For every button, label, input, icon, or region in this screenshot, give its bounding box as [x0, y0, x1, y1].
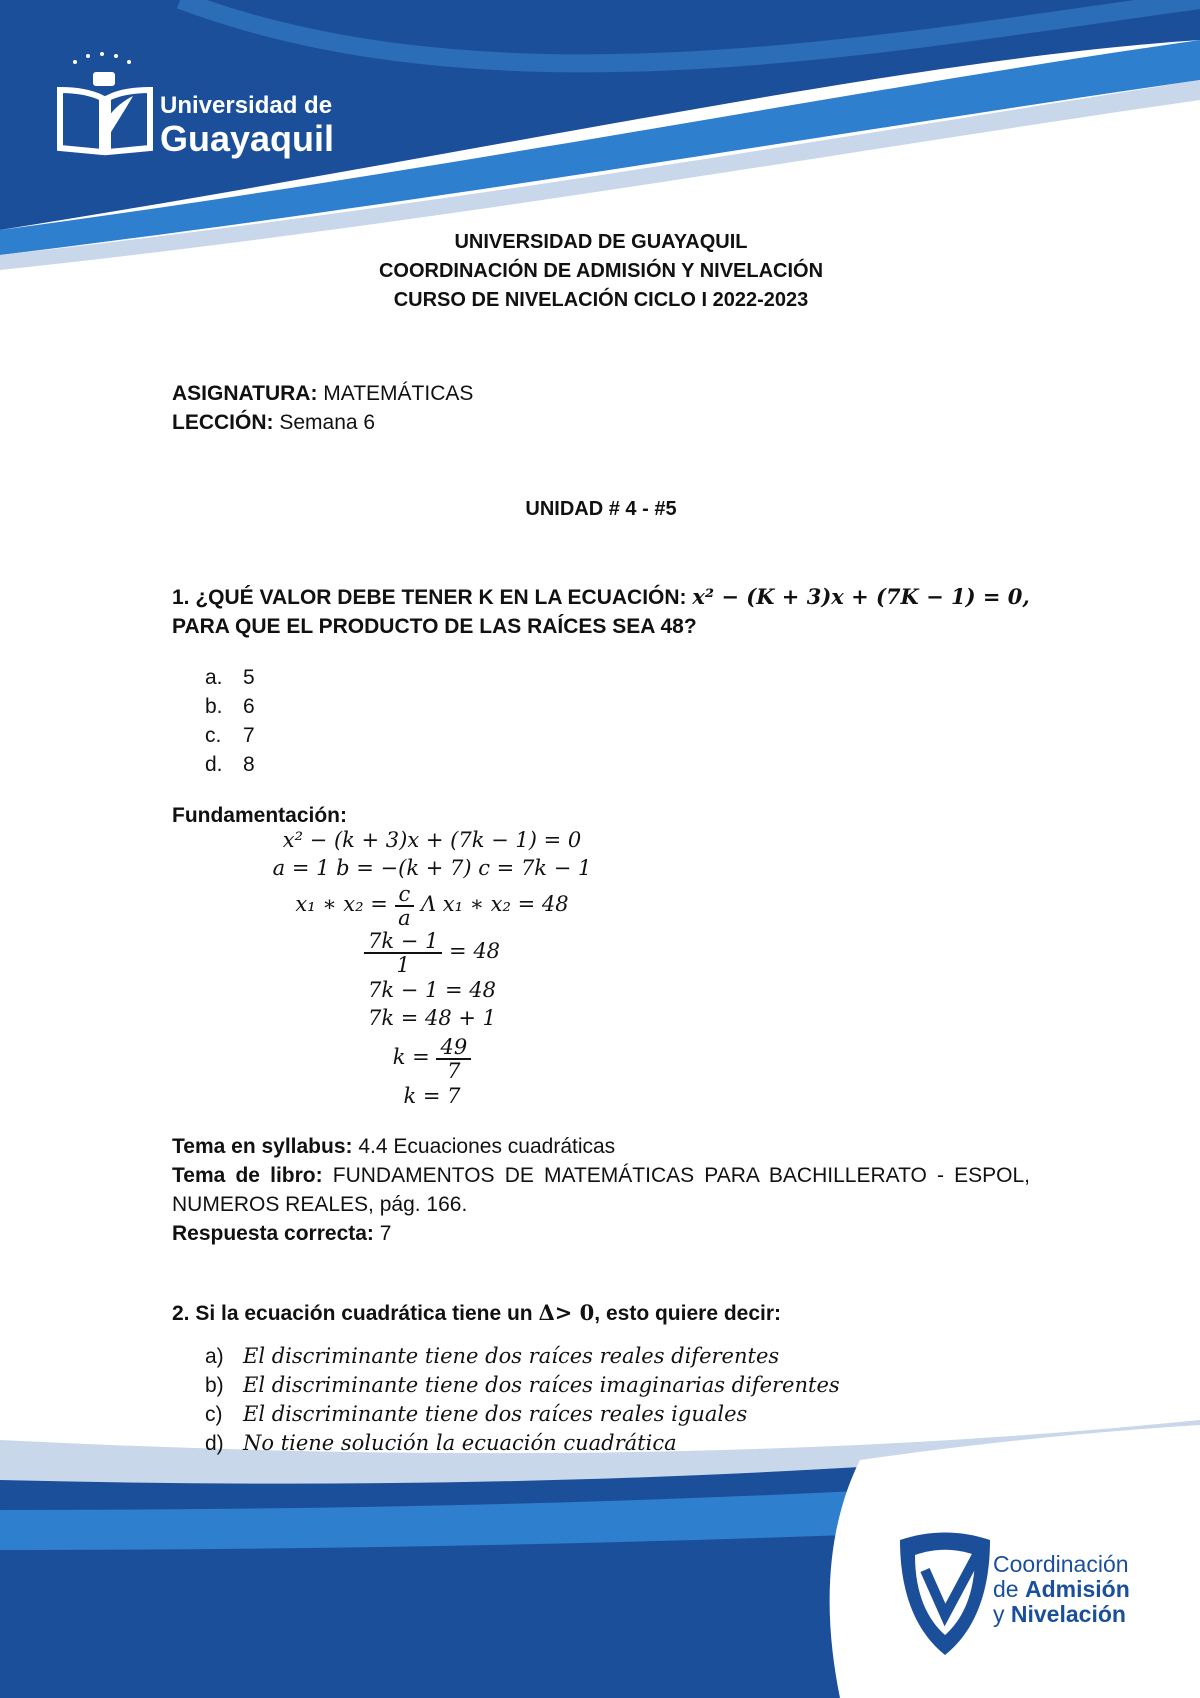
correct-answer: Respuesta correcta: 7	[172, 1222, 392, 1245]
option-c[interactable]: c) El discriminante tiene dos raíces reales iguales	[205, 1402, 748, 1426]
book-topic: Tema de libro: FUNDAMENTOS DE MATEMÁTICAS PARA BACHILLERATO - ESPOL,	[172, 1164, 1031, 1187]
step-8: k = 7	[403, 1084, 461, 1108]
option-d[interactable]: d. 8	[205, 753, 255, 776]
step-1: x² − (k + 3)x + (7k − 1) = 0	[282, 828, 582, 852]
coord-line-1: Coordinación	[993, 1551, 1129, 1577]
syllabus-topic: Tema en syllabus: 4.4 Ecuaciones cuadráticas	[172, 1135, 616, 1158]
heading-line-1: UNIVERSIDAD DE GUAYAQUIL	[454, 231, 748, 253]
question-1: 1. ¿QUÉ VALOR DEBE TENER K EN LA ECUACIÓN: x² − (K + 3)x + (7K − 1) = 0, PARA QUE EL PRODUCTO DE LAS RAÍCES SEA 48?	[172, 584, 1030, 638]
logo-line-2: Guayaquil	[160, 118, 335, 159]
logo-line-1: Universidad de	[160, 92, 333, 119]
heading-line-2: COORDINACIÓN DE ADMISIÓN Y NIVELACIÓN	[378, 260, 824, 282]
option-b[interactable]: b) El discriminante tiene dos raíces imaginarias diferentes	[205, 1373, 840, 1397]
book-emblem-icon	[55, 50, 155, 160]
document-heading	[172, 228, 1030, 315]
question-2-options	[205, 1342, 1030, 1458]
lesson-line: LECCIÓN: Semana 6	[172, 411, 376, 434]
university-logo	[55, 50, 155, 160]
question-1-options	[205, 663, 1030, 779]
step-3: x₁ ∗ x₂ = $\frac{c}{a}$ Λ x₁ ∗ x₂ = 48	[295, 881, 569, 930]
option-c[interactable]: c. 7	[205, 724, 255, 747]
option-a[interactable]: a. 5	[205, 666, 255, 689]
step-2: a = 1 b = −(k + 7) c = 7k − 1	[272, 856, 592, 880]
coord-line-3: y Nivelación	[993, 1601, 1126, 1627]
step-6: 7k = 48 + 1	[367, 1006, 497, 1030]
heading-line-3: CURSO DE NIVELACIÓN CICLO I 2022-2023	[393, 289, 809, 311]
coord-line-2: de Admisión	[993, 1576, 1130, 1602]
option-d[interactable]: d) No tiene solución la ecuación cuadrática	[205, 1431, 677, 1455]
ug-shield-icon	[890, 1530, 1000, 1660]
option-a[interactable]: a) El discriminante tiene dos raíces reales diferentes	[205, 1344, 780, 1368]
step-4: $\frac{7k - 1}{1}$ = 48	[172, 926, 692, 976]
question-2: 2. Si la ecuación cuadrática tiene un Δ> 0, esto quiere decir:	[172, 1300, 782, 1325]
fundamentation-label: Fundamentación:	[172, 804, 348, 827]
university-wordmark	[160, 92, 334, 158]
document-body	[172, 228, 1030, 1458]
unit-title: UNIDAD # 4 - #5	[525, 498, 677, 520]
book-topic-cont: NUMEROS REALES, pág. 166.	[172, 1193, 468, 1216]
coordination-wordmark	[993, 1552, 1130, 1627]
solution-steps	[172, 826, 692, 1110]
step-7: k = $\frac{49}{7}$	[172, 1032, 692, 1082]
subject-line: ASIGNATURA: MATEMÁTICAS	[172, 382, 474, 405]
option-b[interactable]: b. 6	[205, 695, 255, 718]
step-5: 7k − 1 = 48	[367, 978, 497, 1002]
